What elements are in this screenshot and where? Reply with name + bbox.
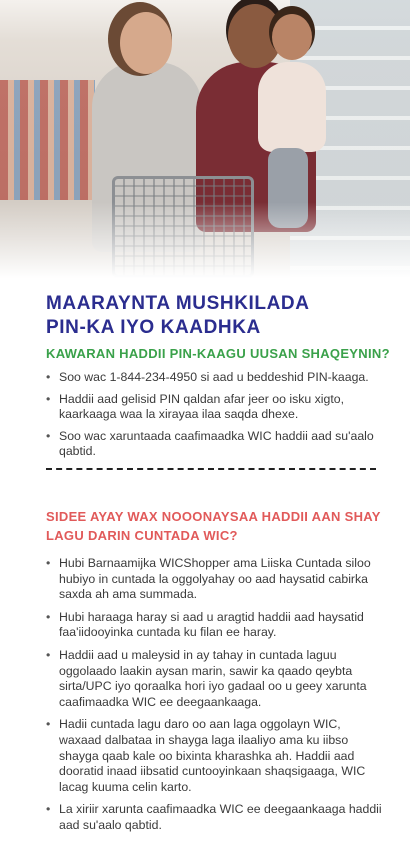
section2-subheading-line2: LAGU DARIN CUNTADA WIC?: [46, 527, 238, 543]
section2-bullet-list: [46, 556, 386, 834]
list-item: • La xiriir xarunta caafimaadka WIC ee deegaankaaga haddii aad su'aalo qabtid.: [46, 802, 386, 833]
section1-title-line1: MAARAYNTA MUSHKILADA: [46, 293, 310, 314]
section1-title-line2: PIN-KA IYO KAADHKA: [46, 317, 261, 338]
dashed-divider: [46, 468, 376, 470]
section1-title: [46, 292, 386, 340]
list-item: • Haddii aad u maleysid in ay tahay in cuntada laguu oggolaado laakin aysan marin, sawir ka qaado qeybta sirta/UPC iyo qoraalka hori iyo gadaal oo u geey xarunta caafimaadka WIC ee deegaankaaga.: [46, 648, 386, 710]
photo-fade: [0, 202, 410, 282]
list-item: • Hubi haraaga haray si aad u aragtid haddii aad haysatid faa'iidooyinka cuntada ku filan ee haray.: [46, 610, 386, 641]
section1-bullet-list: [46, 370, 386, 460]
list-item: • Soo wac xaruntaada caafimaadka WIC haddii aad su'aalo qabtid.: [46, 429, 386, 460]
child-head: [272, 14, 312, 60]
child-figure: [258, 62, 326, 152]
list-item: • Hubi Barnaamijka WICShopper ama Liiska Cuntada siloo hubiyo in cuntada la oggolyahay oo aad haysatid cabirka saxda ah ama summada.: [46, 556, 386, 603]
section1-subheading: KAWARAN HADDII PIN-KAAGU UUSAN SHAQEYNIN?: [46, 346, 390, 361]
section2-subheading: [46, 507, 386, 545]
list-item: • Hadii cuntada lagu daro oo aan laga oggolayn WIC, waxaad dalbataa in shayga laga ilaaliyo ama ku iibso shayga qaab kale oo bixinta kharashka ah. Haddii aad dooratid inaad iibsatid cuntooyinkaan shaqsigaaga, WIC lacag kuuma celin karto.: [46, 717, 386, 795]
store-shelf-left: [0, 80, 95, 200]
hero-photo: [0, 0, 410, 282]
section2-subheading-line1: SIDEE AYAY WAX NOOONAYSAA HADDII AAN SHAY: [46, 508, 381, 524]
content-area: [46, 292, 390, 840]
woman-head: [120, 12, 172, 74]
list-item: • Soo wac 1-844-234-4950 si aad u beddeshid PIN-kaaga.: [46, 370, 386, 386]
list-item: • Haddii aad gelisid PIN qaldan afar jeer oo isku xigto, kaarkaaga waa la xirayaa ilaa saqda dhexe.: [46, 392, 386, 423]
